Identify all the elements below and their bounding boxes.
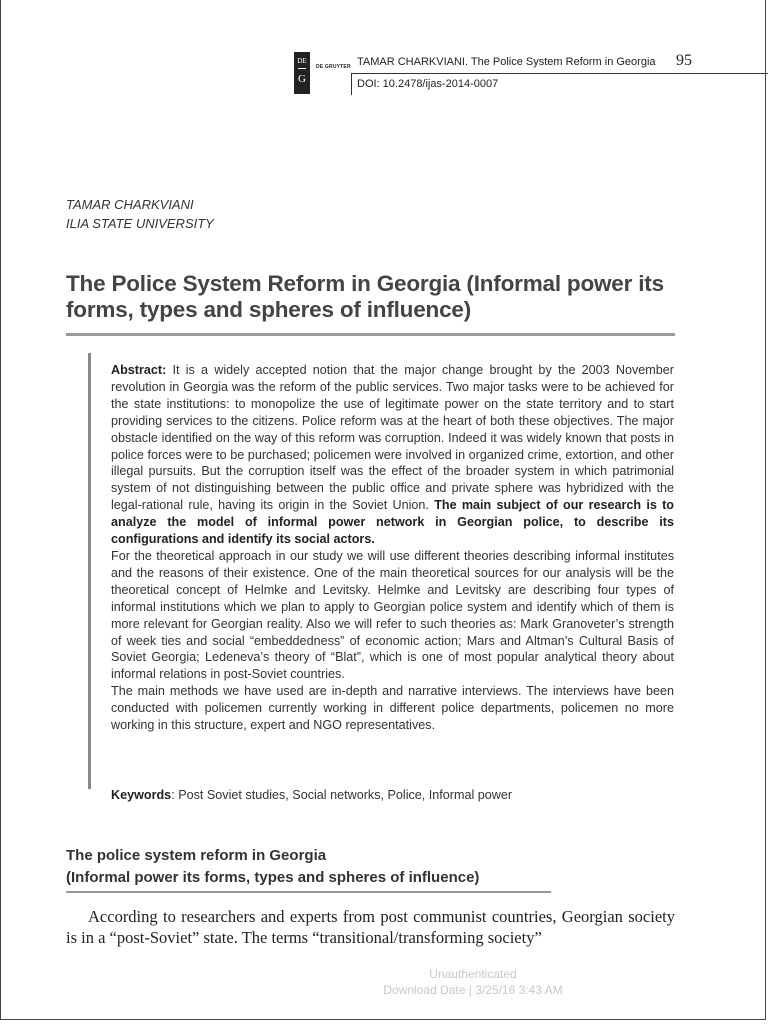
section-rule xyxy=(66,891,551,893)
author-block xyxy=(66,195,214,233)
header-rule xyxy=(351,73,768,74)
body-paragraph: According to researchers and experts from post communist countries, Georgian society is in a “post-Soviet” state. The terms “transitional/transforming society” xyxy=(66,907,675,947)
author-affiliation: ILIA STATE UNIVERSITY xyxy=(66,216,214,231)
doi-line: DOI: 10.2478/ijas-2014-0007 xyxy=(357,78,499,90)
section-title xyxy=(66,845,479,889)
keywords-text: : Post Soviet studies, Social networks, Police, Informal power xyxy=(171,788,513,802)
abstract-paragraph-1 xyxy=(111,362,674,548)
publisher-logo xyxy=(294,52,310,94)
logo-top-letters: DE xyxy=(297,57,307,65)
watermark-line-2: Download Date | 3/25/16 3:43 AM xyxy=(383,983,563,997)
abstract-side-bar xyxy=(88,353,91,789)
abstract-paragraph-2: For the theoretical approach in our study we will use different theories describing informal institutes and the reasons of their existence. One of the main theoretical sources for our analysis will be the theoretical concept of Helmke and Levitsky. Helmke and Levitsky are describing four types of informal institutions which we plan to apply to Georgian police system and identify which of them is more relevant for Georgian reality. Also we will refer to such theories as: Mark Granoveter’s strength of week ties and social “embeddedness” of economic action; Mars and Altman’s Cultural Basis of Soviet Georgia; Ledeneva’s theory of “Blat”, which is one of most popular analytical theory about informal relations in post-Soviet countries. xyxy=(111,548,674,682)
publisher-name: DE GRUYTER xyxy=(316,64,351,70)
abstract-paragraph-3: The main methods we have used are in-depth and narrative interviews. The interviews have been conducted with policemen currently working in different police departments, policemen no more working in this structure, expert and NGO representatives. xyxy=(111,684,674,733)
keywords-label: Keywords xyxy=(111,788,172,802)
abstract-bold-statement: The main subject of our research is to analyze the model of informal power network in Georgian police, to describe its configurations and identify its social actors. xyxy=(111,498,674,547)
logo-bottom-letter: G xyxy=(298,73,306,85)
download-watermark xyxy=(330,966,616,998)
section-title-line-1: The police system reform in Georgia xyxy=(66,847,327,864)
author-name: TAMAR CHARKVIANI xyxy=(66,197,194,212)
watermark-line-1: Unauthenticated xyxy=(429,967,517,981)
keywords xyxy=(111,788,512,802)
abstract-text-1: It is a widely accepted notion that the major change brought by the 2003 November revolution in Georgia was the reform of the public services. Two major tasks were to be achieved for the state institutions: to monopolize the use of legitimate power on the state territory and to start providing services to the citizens. Police reform was at the heart of both these objectives. The major obstacle identified on the way of this reform was corruption. Indeed it was widely known that posts in police forces were to be purchased; policemen were involved in organized crime, extortion, and other illegal pursuits. But the corruption itself was the effect of the broader system in which patrimonial system of not distinguishing between the public office and private sphere was hybridized with the legal-rational rule, having its origin in the Soviet Union. xyxy=(111,363,674,513)
section-title-line-2: (Informal power its forms, types and spheres of influence) xyxy=(66,869,480,886)
logo-divider xyxy=(298,68,306,69)
header-vertical-rule xyxy=(351,73,352,95)
abstract-label: Abstract: xyxy=(111,363,167,377)
title-rule xyxy=(66,333,675,336)
page-number: 95 xyxy=(676,52,692,69)
running-head: TAMAR CHARKVIANI. The Police System Reform in Georgia xyxy=(357,56,656,68)
paper-title: The Police System Reform in Georgia (Informal power its forms, types and spheres of influence) xyxy=(66,271,664,322)
abstract xyxy=(111,362,674,734)
